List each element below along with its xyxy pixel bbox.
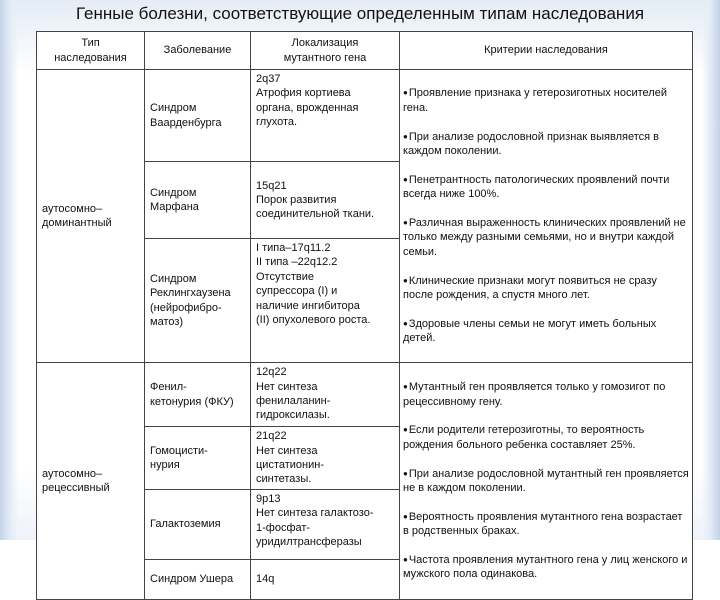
location-cell: 15q21 Порок развития соединительной ткани.: [251, 162, 400, 239]
disease-cell: Синдром Ваарденбурга: [145, 70, 251, 162]
inheritance-table: [36, 31, 693, 600]
table-row: [37, 70, 693, 162]
header-disease: Заболевание: [145, 32, 251, 70]
header-type: Тип наследования: [37, 32, 145, 70]
criteria-cell-recessive: [400, 363, 693, 600]
bullet-icon: ●: [403, 318, 408, 328]
header-criteria: Критерии наследования: [400, 32, 693, 70]
criteria-item: ●Мутантный ген проявляется только у гомозигот по рецессивному гену.: [403, 381, 666, 408]
bullet-icon: ●: [403, 275, 408, 285]
disease-cell: Синдром Ушера: [145, 559, 251, 599]
table-row: [37, 363, 693, 427]
criteria-item: ●Клинические признаки могут появиться не сразу после рождения, а спустя много лет.: [403, 274, 657, 302]
disease-cell: Синдром Марфана: [145, 162, 251, 239]
bullet-icon: ●: [403, 425, 408, 435]
criteria-item: ●При анализе родословной признак выявляется в каждом поколении.: [403, 130, 659, 158]
bullet-icon: ●: [403, 131, 408, 141]
type-cell-recessive: аутосомно– рецессивный: [37, 363, 145, 600]
criteria-item: ●Различная выраженность клинических проявлений не только между разными семьями, но и внутри каждой семьи.: [403, 217, 686, 258]
criteria-item: ●Вероятность проявления мутантного гена возрастает в родственных браках.: [403, 510, 683, 538]
location-cell: 14q: [251, 559, 400, 599]
slide-frame-right: [702, 0, 720, 540]
disease-cell: Галактоземия: [145, 489, 251, 559]
bullet-icon: ●: [403, 511, 408, 521]
criteria-cell-dominant: [400, 70, 693, 363]
bullet-icon: ●: [403, 174, 408, 184]
criteria-item: ●Частота проявления мутантного гена у лиц женского и мужского пола одинакова.: [403, 553, 688, 581]
slide-title: Генные болезни, соответствующие определенным типам наследования: [75, 4, 645, 23]
location-cell: 21q22 Нет синтеза цистатионин- синтетазы.: [251, 427, 400, 490]
header-location: Локализация мутантного гена: [251, 32, 400, 70]
criteria-item: ●При анализе родословной мутантный ген проявляется не в каждом поколении.: [403, 467, 689, 494]
location-cell: 2q37 Атрофия кортиева органа, врожденная глухота.: [251, 70, 400, 162]
criteria-item: ●Пенетрантность патологических проявлений почти всегда ниже 100%.: [403, 173, 670, 201]
location-cell: 9p13 Нет синтеза галактозо- 1-фосфат- уридилтрансферазы: [251, 489, 400, 559]
disease-cell: Гомоцисти- нурия: [145, 427, 251, 490]
header-row: [37, 32, 693, 70]
criteria-item: ●Если родители гетерозиготны, то вероятность рождения больного ребенка составляет 25%.: [403, 424, 645, 451]
slide-frame-left: [0, 0, 18, 540]
bullet-icon: ●: [403, 218, 408, 228]
location-cell: I типа–17q11.2 II типа –22q12.2 Отсутствие супрессора (I) и наличие ингибитора (II) опухолевого роста.: [251, 239, 400, 363]
criteria-item: ●Проявление признака у гетерозиготных носителей гена.: [403, 87, 667, 114]
bullet-icon: ●: [403, 468, 408, 478]
type-cell-dominant: аутосомно– доминантный: [37, 70, 145, 363]
criteria-item: ●Здоровые члены семьи не могут иметь больных детей.: [403, 317, 657, 345]
disease-cell: Синдром Реклингхаузена (нейрофибро- матоз): [145, 239, 251, 363]
location-cell: 12q22 Нет синтеза фенилаланин- гидроксилазы.: [251, 363, 400, 427]
bullet-icon: ●: [403, 382, 408, 392]
bullet-icon: ●: [403, 554, 408, 564]
bullet-icon: ●: [403, 88, 408, 98]
disease-cell: Фенил- кетонурия (ФКУ): [145, 363, 251, 427]
